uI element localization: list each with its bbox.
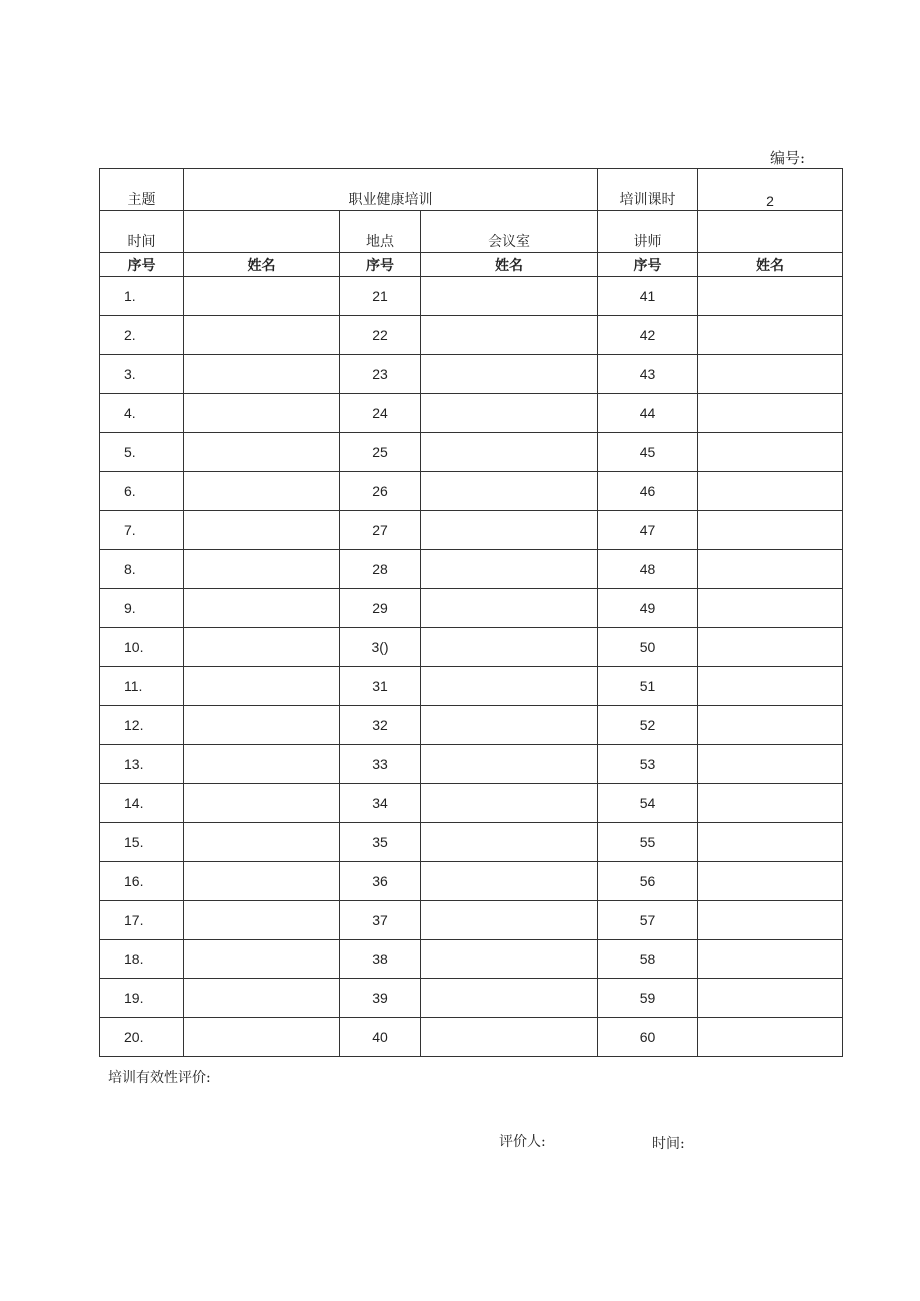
table-row xyxy=(100,706,843,745)
seq-cell: 38 xyxy=(340,940,421,979)
seq-cell: 13. xyxy=(100,745,184,784)
name-cell[interactable] xyxy=(421,628,598,667)
seq-cell: 44 xyxy=(598,394,698,433)
table-row xyxy=(100,823,843,862)
table-row xyxy=(100,394,843,433)
seq-cell: 55 xyxy=(598,823,698,862)
seq-cell: 42 xyxy=(598,316,698,355)
name-cell[interactable] xyxy=(698,862,843,901)
table-row xyxy=(100,862,843,901)
name-cell[interactable] xyxy=(698,628,843,667)
seq-cell: 49 xyxy=(598,589,698,628)
name-cell[interactable] xyxy=(698,511,843,550)
name-cell[interactable] xyxy=(184,979,340,1018)
seq-cell: 11. xyxy=(100,667,184,706)
column-header-seq: 序号 xyxy=(100,253,184,277)
name-cell[interactable] xyxy=(698,823,843,862)
evaluator-label: 评价人: xyxy=(499,1134,546,1150)
name-cell[interactable] xyxy=(184,316,340,355)
seq-cell: 3. xyxy=(100,355,184,394)
table-row xyxy=(100,277,843,316)
name-cell[interactable] xyxy=(421,823,598,862)
name-cell[interactable] xyxy=(421,784,598,823)
seq-cell: 45 xyxy=(598,433,698,472)
name-cell[interactable] xyxy=(421,1018,598,1057)
name-cell[interactable] xyxy=(184,862,340,901)
name-cell[interactable] xyxy=(421,550,598,589)
seq-cell: 17. xyxy=(100,901,184,940)
seq-cell: 51 xyxy=(598,667,698,706)
seq-cell: 41 xyxy=(598,277,698,316)
seq-cell: 40 xyxy=(340,1018,421,1057)
column-header-name: 姓名 xyxy=(698,253,843,277)
table-row xyxy=(100,1018,843,1057)
seq-cell: 18. xyxy=(100,940,184,979)
seq-cell: 37 xyxy=(340,901,421,940)
seq-cell: 50 xyxy=(598,628,698,667)
name-cell[interactable] xyxy=(184,511,340,550)
seq-cell: 29 xyxy=(340,589,421,628)
seq-cell: 33 xyxy=(340,745,421,784)
seq-cell: 15. xyxy=(100,823,184,862)
name-cell[interactable] xyxy=(698,433,843,472)
seq-cell: 5. xyxy=(100,433,184,472)
time-value[interactable] xyxy=(184,211,340,253)
seq-cell: 12. xyxy=(100,706,184,745)
name-cell[interactable] xyxy=(698,472,843,511)
name-cell[interactable] xyxy=(184,355,340,394)
name-cell[interactable] xyxy=(421,667,598,706)
seq-cell: 24 xyxy=(340,394,421,433)
seq-cell: 23 xyxy=(340,355,421,394)
seq-cell: 48 xyxy=(598,550,698,589)
seq-cell: 20. xyxy=(100,1018,184,1057)
seq-cell: 32 xyxy=(340,706,421,745)
name-cell[interactable] xyxy=(421,589,598,628)
name-cell[interactable] xyxy=(184,1018,340,1057)
seq-cell: 4. xyxy=(100,394,184,433)
seq-cell: 8. xyxy=(100,550,184,589)
name-cell[interactable] xyxy=(421,706,598,745)
column-header-name: 姓名 xyxy=(184,253,340,277)
name-cell[interactable] xyxy=(698,784,843,823)
name-cell[interactable] xyxy=(421,901,598,940)
table-row xyxy=(100,979,843,1018)
trainer-value[interactable] xyxy=(698,211,843,253)
seq-cell: 28 xyxy=(340,550,421,589)
name-cell[interactable] xyxy=(184,394,340,433)
table-row xyxy=(100,511,843,550)
serial-number-label: 编号: xyxy=(770,149,806,167)
name-cell[interactable] xyxy=(421,433,598,472)
name-cell[interactable] xyxy=(184,589,340,628)
seq-cell: 34 xyxy=(340,784,421,823)
table-row xyxy=(100,355,843,394)
table-row xyxy=(100,550,843,589)
training-attendance-table xyxy=(99,168,843,1057)
column-header-name: 姓名 xyxy=(421,253,598,277)
topic-value[interactable]: 职业健康培训 xyxy=(184,169,598,211)
name-cell[interactable] xyxy=(421,511,598,550)
seq-cell: 58 xyxy=(598,940,698,979)
name-cell[interactable] xyxy=(698,277,843,316)
topic-row xyxy=(100,169,843,211)
place-label: 地点 xyxy=(340,211,421,253)
seq-cell: 14. xyxy=(100,784,184,823)
name-cell[interactable] xyxy=(698,355,843,394)
name-cell[interactable] xyxy=(184,901,340,940)
seq-cell: 60 xyxy=(598,1018,698,1057)
name-cell[interactable] xyxy=(421,277,598,316)
table-row xyxy=(100,433,843,472)
name-cell[interactable] xyxy=(184,745,340,784)
name-cell[interactable] xyxy=(698,394,843,433)
seq-cell: 35 xyxy=(340,823,421,862)
name-cell[interactable] xyxy=(421,745,598,784)
seq-cell: 31 xyxy=(340,667,421,706)
seq-cell: 1. xyxy=(100,277,184,316)
table-row xyxy=(100,901,843,940)
seq-cell: 16. xyxy=(100,862,184,901)
evaluation-time-label: 时间: xyxy=(652,1136,685,1152)
hours-label: 培训课时 xyxy=(598,169,698,211)
name-cell[interactable] xyxy=(421,862,598,901)
time-place-row xyxy=(100,211,843,253)
name-cell[interactable] xyxy=(184,277,340,316)
seq-cell: 6. xyxy=(100,472,184,511)
seq-cell: 10. xyxy=(100,628,184,667)
table-row xyxy=(100,784,843,823)
name-cell[interactable] xyxy=(698,979,843,1018)
table-row xyxy=(100,745,843,784)
seq-cell: 53 xyxy=(598,745,698,784)
name-cell[interactable] xyxy=(184,823,340,862)
seq-cell: 52 xyxy=(598,706,698,745)
time-label: 时间 xyxy=(100,211,184,253)
seq-cell: 3() xyxy=(340,628,421,667)
name-cell[interactable] xyxy=(421,394,598,433)
table-row xyxy=(100,667,843,706)
seq-cell: 39 xyxy=(340,979,421,1018)
seq-cell: 25 xyxy=(340,433,421,472)
name-cell[interactable] xyxy=(698,1018,843,1057)
seq-cell: 19. xyxy=(100,979,184,1018)
name-cell[interactable] xyxy=(184,667,340,706)
name-cell[interactable] xyxy=(184,706,340,745)
name-cell[interactable] xyxy=(698,745,843,784)
table-row xyxy=(100,940,843,979)
name-cell[interactable] xyxy=(698,940,843,979)
name-cell[interactable] xyxy=(421,979,598,1018)
name-cell[interactable] xyxy=(698,667,843,706)
seq-cell: 57 xyxy=(598,901,698,940)
name-cell[interactable] xyxy=(698,706,843,745)
name-cell[interactable] xyxy=(184,940,340,979)
name-cell[interactable] xyxy=(698,550,843,589)
table-row xyxy=(100,472,843,511)
topic-label: 主题 xyxy=(100,169,184,211)
seq-cell: 9. xyxy=(100,589,184,628)
hours-value[interactable]: 2 xyxy=(698,169,843,211)
seq-cell: 56 xyxy=(598,862,698,901)
seq-cell: 27 xyxy=(340,511,421,550)
column-header-seq: 序号 xyxy=(340,253,421,277)
seq-cell: 46 xyxy=(598,472,698,511)
seq-cell: 2. xyxy=(100,316,184,355)
table-row xyxy=(100,628,843,667)
seq-cell: 21 xyxy=(340,277,421,316)
trainer-label: 讲师 xyxy=(598,211,698,253)
name-cell[interactable] xyxy=(184,433,340,472)
seq-cell: 7. xyxy=(100,511,184,550)
name-cell[interactable] xyxy=(421,355,598,394)
name-cell[interactable] xyxy=(698,589,843,628)
name-cell[interactable] xyxy=(698,316,843,355)
seq-cell: 54 xyxy=(598,784,698,823)
seq-cell: 26 xyxy=(340,472,421,511)
seq-cell: 22 xyxy=(340,316,421,355)
name-cell[interactable] xyxy=(184,550,340,589)
name-cell[interactable] xyxy=(421,472,598,511)
name-cell[interactable] xyxy=(184,784,340,823)
column-header-row xyxy=(100,253,843,277)
place-value[interactable]: 会议室 xyxy=(421,211,598,253)
name-cell[interactable] xyxy=(421,940,598,979)
seq-cell: 59 xyxy=(598,979,698,1018)
table-row xyxy=(100,316,843,355)
name-cell[interactable] xyxy=(184,472,340,511)
table-row xyxy=(100,589,843,628)
column-header-seq: 序号 xyxy=(598,253,698,277)
name-cell[interactable] xyxy=(421,316,598,355)
seq-cell: 36 xyxy=(340,862,421,901)
name-cell[interactable] xyxy=(698,901,843,940)
name-cell[interactable] xyxy=(184,628,340,667)
seq-cell: 47 xyxy=(598,511,698,550)
evaluation-label: 培训有效性评价: xyxy=(108,1070,211,1086)
seq-cell: 43 xyxy=(598,355,698,394)
